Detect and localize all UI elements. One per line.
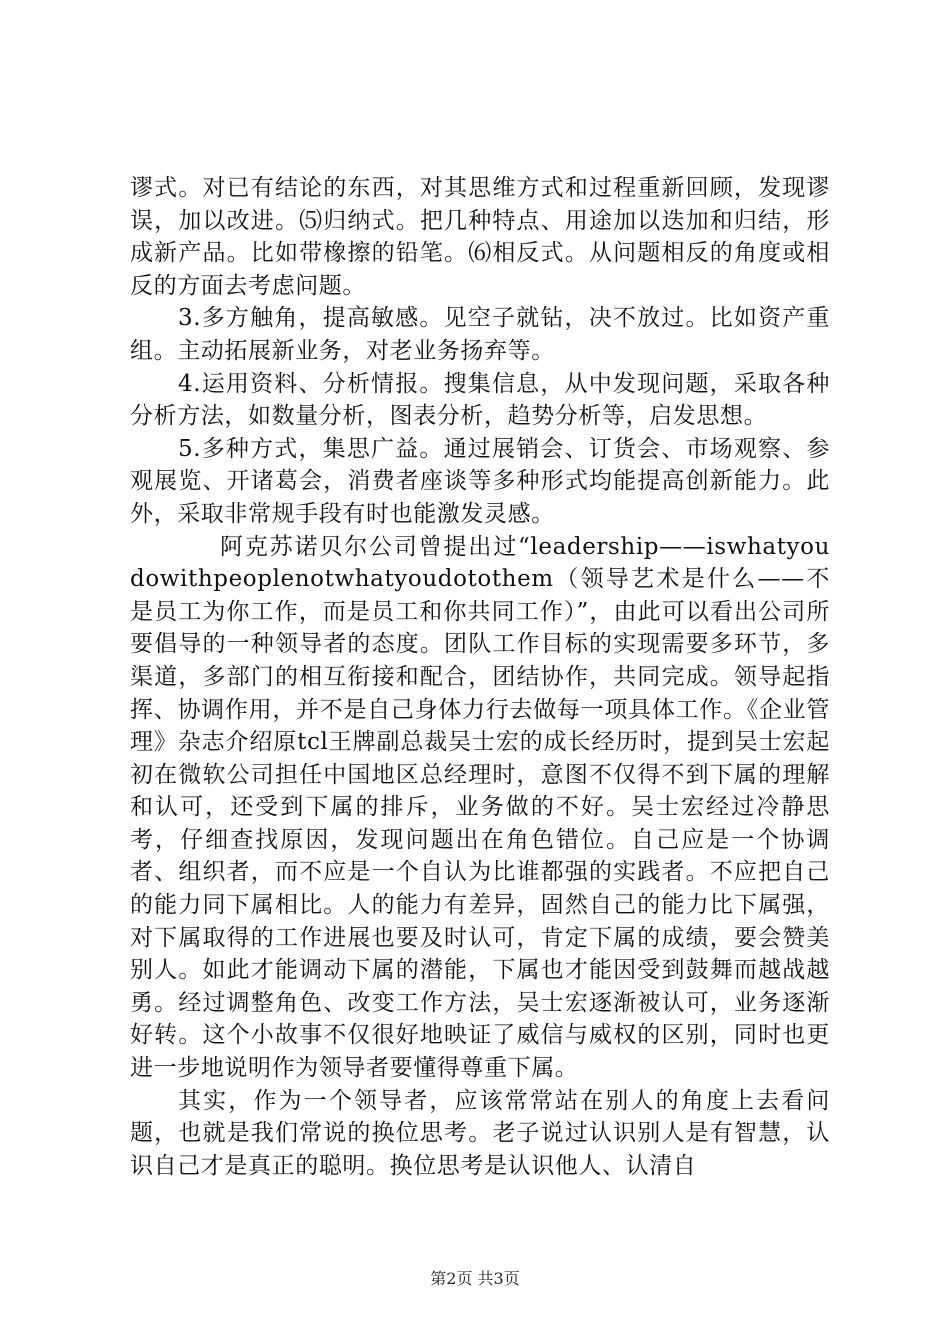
paragraph-item-4: 4.运用资料、分析情报。搜集信息，从中发现问题，采取各种分析方法，如数量分析，图表分析，趋势分析等，启发思想。 — [130, 370, 830, 430]
paragraph-item-3: 3.多方触角，提高敏感。见空子就钻，决不放过。比如资产重组。主动拓展新业务，对老业务扬弃等。 — [130, 305, 830, 364]
paragraph-item-5: 5.多种方式，集思广益。通过展销会、订货会、市场观察、参观展览、开诸葛会，消费者座谈等多种形式均能提高创新能力。此外，采取非常规手段有时也能激发灵感。 — [130, 435, 830, 527]
paragraph-empathy: 其实，作为一个领导者，应该常常站在别人的角度上去看问题，也就是我们常说的换位思考。老子说过认识别人是有智慧，认识自己才是真正的聪明。换位思考是认识他人、认清自 — [130, 1087, 830, 1179]
page-number-footer: 第2页 共3页 — [430, 1269, 520, 1288]
paragraph-akzonobel: 阿克苏诺贝尔公司曾提出过“leadership——iswhatyoudowithpeoplenotwhatyoudotothem（领导艺术是什么——不是员工为你工作，而是员工和你共同工作）”，由此可以看出公司所要倡导的一种领导者的态度。团队工作目标的实现需要多环节，多渠道，多部门的相互衔接和配合，团结协作，共同完成。领导起指挥、协调作用，并不是自己身体力行去做每一项具体工作。《企业管理》杂志介绍原tcl王牌副总裁吴士宏的成长经历时，提到吴士宏起初在微软公司担任中国地区总经理时，意图不仅得不到下属的理解和认可，还受到下属的排斥，业务做的不好。吴士宏经过冷静思考，仔细查找原因，发现问题出在角色错位。自己应是一个协调者、组织者，而不应是一个自认为比谁都强的实践者。不应把自己的能力同下属相比。人的能力有差异，固然自己的能力比下属强，对下属取得的工作进展也要及时认可，肯定下属的成绩，要会赞美别人。如此才能调动下属的潜能，下属也才能因受到鼓舞而越战越勇。经过调整角色、改变工作方法，吴士宏逐渐被认可，业务逐渐好转。这个小故事不仅很好地映证了威信与威权的区别，同时也更进一步地说明作为领导者要懂得尊重下属。 — [130, 533, 830, 1082]
paragraph-continued: 谬式。对已有结论的东西，对其思维方式和过程重新回顾，发现谬误，加以改进。⑸归纳式。把几种特点、用途加以迭加和归结，形成新产品。比如带橡擦的铅笔。⑹相反式。从问题相反的角度或相反的方面去考虑问题。 — [130, 175, 830, 299]
document-body — [130, 172, 830, 1182]
